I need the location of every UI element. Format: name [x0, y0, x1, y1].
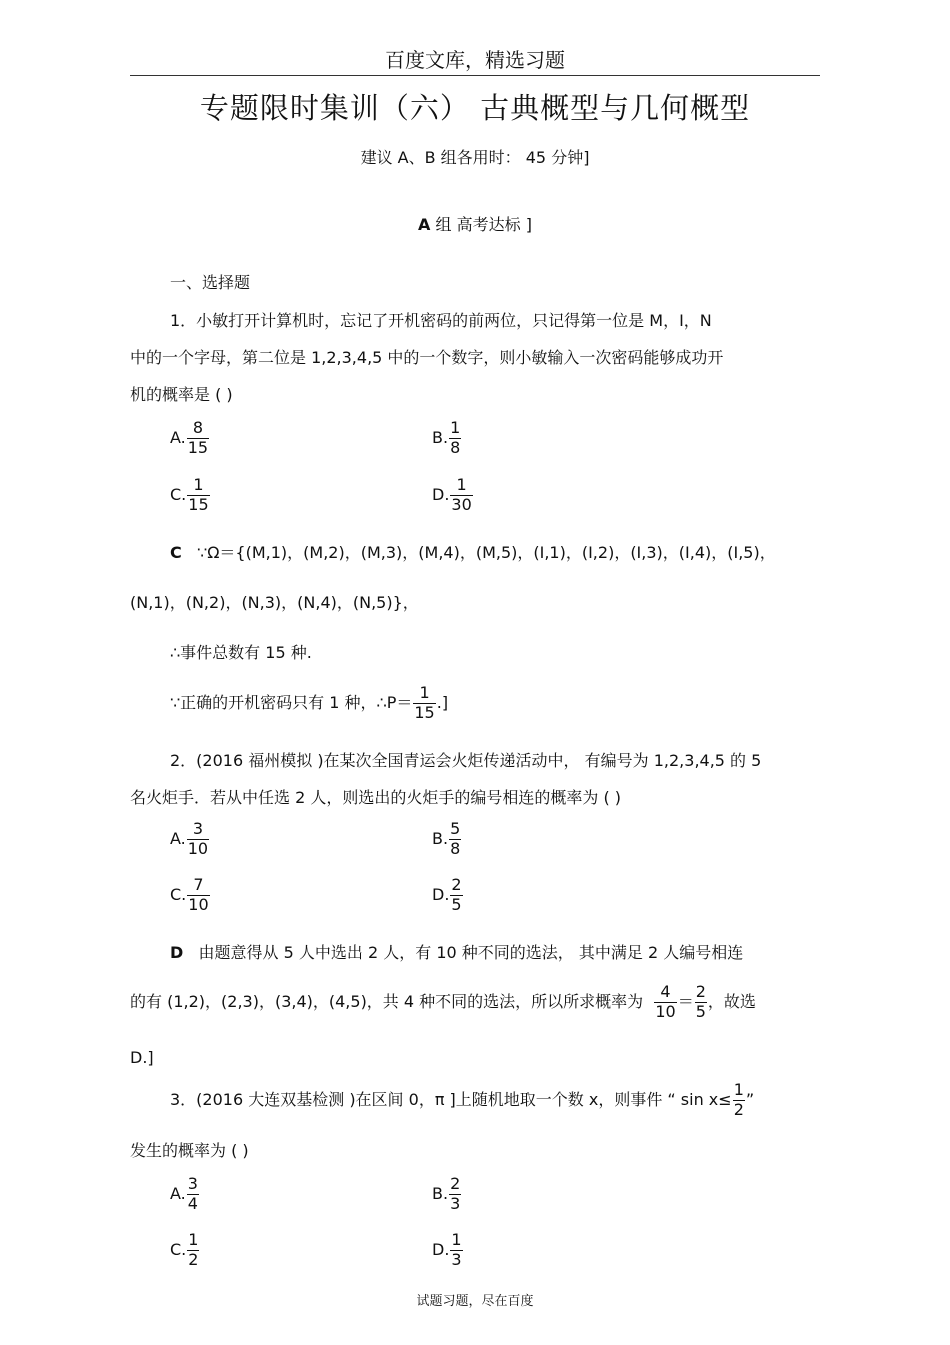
time-suggestion: 建议 A、B 组各用时： 45 分钟] [360, 148, 590, 167]
section-heading: 一、选择题 [170, 273, 251, 292]
q1-line1: 1．小敏打开计算机时，忘记了开机密码的前两位，只记得第一位是 M，I，N [170, 311, 712, 330]
option-label: D. [432, 884, 450, 904]
q1-probability-fraction: $\frac{1}{15}$ [414, 683, 435, 722]
q2-option-c [170, 877, 211, 914]
q3-option-b [432, 1176, 462, 1213]
q2-answer: D [170, 943, 184, 962]
q2-solution-line3: D.] [130, 1048, 154, 1067]
q1-line2: 中的一个字母，第二位是 1,2,3,4,5 中的一个数字，则小敏输入一次密码能够成功开 [130, 348, 724, 367]
q1-solution-line1 [170, 540, 776, 563]
option-fraction: $\frac{1}{15}$ [188, 475, 209, 514]
option-label: A. [170, 427, 186, 447]
option-fraction: $\frac{5}{8}$ [450, 819, 461, 858]
q1-solution-line4: ∵正确的开机密码只有 1 种，∴P＝ $\frac{1}{15}$ .] [170, 683, 449, 722]
option-fraction: $\frac{1}{30}$ [451, 475, 472, 514]
option-label: B. [432, 1183, 449, 1203]
q2-option-a [170, 821, 210, 858]
site-header: 百度文库，精选习题 [385, 48, 565, 72]
group-a-text: 组 高考达标 ] [435, 215, 532, 234]
q1-solution-line2: (N,1)，(N,2)，(N,3)，(N,4)，(N,5)}， [130, 593, 419, 612]
q1-option-d [432, 477, 474, 514]
q2-solution-line1 [170, 940, 743, 963]
q1-answer: C [170, 543, 182, 562]
q2-fraction-2-5: $\frac{2}{5}$ [695, 982, 706, 1021]
group-a-heading [0, 212, 950, 235]
option-label: C. [170, 484, 187, 504]
q1-solution-text: ∵Ω＝{(M,1)，(M,2)，(M,3)，(M,4)，(M,5)，(I,1)，(I,2)，(I,3)，(I,4)，(I,5)， [197, 543, 776, 562]
option-label: C. [170, 884, 187, 904]
option-fraction: $\frac{7}{10}$ [188, 875, 209, 914]
option-label: A. [170, 828, 186, 848]
q3-option-d [432, 1232, 464, 1269]
q3-line2: 发生的概率为 ( ) [130, 1141, 249, 1160]
option-fraction: $\frac{2}{5}$ [451, 875, 462, 914]
option-fraction: $\frac{3}{10}$ [187, 819, 209, 858]
q2-option-b [432, 821, 462, 858]
q2-line1: 2．(2016 福州模拟 )在某次全国青运会火炬传递活动中， 有编号为 1,2,3,4,5 的 5 [170, 751, 762, 770]
option-fraction: $\frac{1}{3}$ [451, 1230, 462, 1269]
option-fraction: $\frac{2}{3}$ [450, 1174, 461, 1213]
q1-option-c [170, 477, 211, 514]
q3-option-c [170, 1232, 200, 1269]
option-fraction: $\frac{1}{8}$ [450, 418, 461, 457]
q3-half-fraction: $\frac{1}{2}$ [733, 1080, 744, 1119]
page-title: 专题限时集训（六） 古典概型与几何概型 [199, 91, 751, 125]
q3-line1: 3．(2016 大连双基检测 )在区间 0，π ]上随机地取一个数 x，则事件 “ sin x≤ $\frac{1}{2}$ ” [170, 1080, 755, 1119]
header-rule [130, 75, 820, 76]
option-fraction: $\frac{1}{2}$ [188, 1230, 199, 1269]
q2-line2: 名火炬手．若从中任选 2 人，则选出的火炬手的编号相连的概率为 ( ) [130, 788, 622, 807]
option-label: B. [432, 828, 449, 848]
q2-solution-text: 由题意得从 5 人中选出 2 人，有 10 种不同的选法， 其中满足 2 人编号相连 [198, 943, 744, 962]
q2-solution-line2: 的有 (1,2)，(2,3)，(3,4)，(4,5)，共 4 种不同的选法，所以所求概率为 $\frac{4}{10}$ ＝ $\frac{2}{5}$ ，故选 [130, 982, 756, 1021]
option-label: A. [170, 1183, 186, 1203]
option-fraction: $\frac{8}{15}$ [187, 418, 209, 457]
q1-line3: 机的概率是 ( ) [130, 385, 233, 404]
group-a-label: A [418, 215, 431, 234]
option-label: D. [432, 1239, 450, 1259]
page-footer: 试题习题，尽在百度 [416, 1294, 534, 1309]
q1-solution-line3: ∴事件总数有 15 种. [170, 643, 312, 662]
option-fraction: $\frac{3}{4}$ [187, 1174, 198, 1213]
option-label: B. [432, 427, 449, 447]
option-label: D. [432, 484, 450, 504]
option-label: C. [170, 1239, 187, 1259]
q1-option-a [170, 420, 210, 457]
q3-option-a [170, 1176, 200, 1213]
q1-option-b [432, 420, 462, 457]
q2-option-d [432, 877, 464, 914]
q2-fraction-4-10: $\frac{4}{10}$ [655, 982, 676, 1021]
